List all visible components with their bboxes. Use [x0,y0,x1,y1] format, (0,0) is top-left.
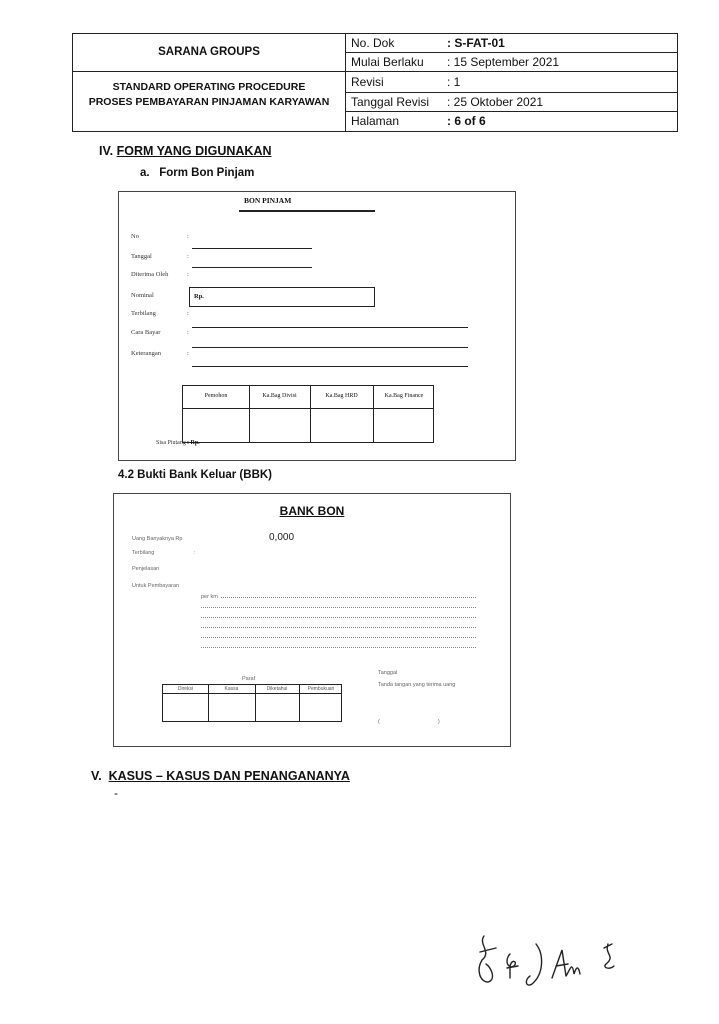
subsection-42-heading: 4.2 Bukti Bank Keluar (BBK) [118,469,273,481]
header-row-label: Mulai Berlaku [351,55,424,69]
field-colon: : [187,329,189,336]
paraf-header-pembukuan: Pembukuan [307,686,335,692]
header-row-halaman [345,112,677,131]
signature-bracket: ( ) [378,719,440,725]
paraf-header-direksi: Direksi [177,686,194,692]
section-title: KASUS – KASUS DAN PENANGANANYA [108,769,350,783]
section-5-body: - [114,786,118,800]
approval-header-kabag-divisi: Ka.Bag Divisi [262,393,297,399]
company-name: SARANA GROUPS [158,46,260,58]
header-row-label: Halaman [351,114,400,128]
handwritten-initials [474,930,644,990]
uang-banyaknya-label: Uang Banyaknya Rp [132,536,183,542]
terbilang-colon: : [194,550,196,556]
bank-bon-amount: 0,000 [269,532,295,543]
paraf-table [162,684,342,722]
section-title: FORM YANG DIGUNAKAN [116,144,272,158]
approval-table [182,385,434,443]
penjelasan-label: Penjelasan [132,566,160,572]
field-label-nominal: Nominal [131,292,154,299]
section-number: IV. [99,144,114,158]
untuk-pembayaran-label: Untuk Pembayaran [132,583,180,589]
header-row-value: : S-FAT-01 [447,36,505,50]
field-colon: : [187,271,189,278]
field-colon: : [187,350,189,357]
approval-header-kabag-hrd: Ka.Bag HRD [325,393,358,399]
bank-bon-form [113,493,511,747]
approval-header-pemohon: Pemohon [204,393,228,399]
terbilang-label: Terbilang [132,550,155,556]
initial-1 [479,936,492,982]
tanda-tangan-label: Tanda tangan yang terima uang [378,682,456,688]
nominal-prefix: Rp. [194,293,204,300]
bon-pinjam-form [118,191,516,461]
field-colon: : [187,253,189,260]
section-number: V. [91,769,102,783]
header-row-tanggal-revisi [345,93,677,112]
tanggal-label: Tanggal [378,670,398,676]
initial-3 [526,944,541,985]
field-line-cara-bayar [192,347,468,348]
section-4-heading [99,144,272,158]
approval-header-kabag-finance: Ka.Bag Finance [384,393,424,399]
per-km-label: per km [201,594,218,600]
header-row-value: : 6 of 6 [447,114,486,128]
document-header-table [72,33,678,132]
paraf-header-kassa: Kassa [224,686,239,692]
bank-bon-title-text: BANK BON [279,504,345,518]
field-colon: : [187,310,189,317]
field-label-keterangan: Keterangan [131,350,161,357]
header-row-value: : 15 September 2021 [447,55,560,69]
paraf-header-diketahui: Diketahui [266,686,288,692]
field-line-no [192,248,312,249]
sop-title-line2: PROSES PEMBAYARAN PINJAMAN KARYAWAN [88,96,330,108]
header-row-label: Revisi [351,75,384,89]
header-row-value: : 25 Oktober 2021 [447,95,544,109]
initial-5 [604,944,614,968]
field-line-keterangan [192,366,468,367]
subsection-title: Form Bon Pinjam [159,167,255,179]
sop-title [73,80,345,110]
nominal-box [189,287,375,307]
header-row-label: Tanggal Revisi [351,95,430,109]
sisa-piutang-label: Sisa Piutang [156,440,186,446]
sisa-piutang-value: : Rp. [187,440,200,446]
subsection-a-heading [140,167,254,179]
field-label-cara-bayar: Cara Bayar [131,329,161,336]
paraf-label: Paraf [242,676,256,682]
field-colon: : [187,233,189,240]
header-row-revisi [345,72,677,93]
bank-bon-title [114,504,510,518]
initial-4 [552,950,580,978]
header-row-no-dok [345,34,677,53]
field-label-terbilang: Terbilang [131,310,156,317]
field-label-no: No [131,233,139,240]
subsection-label: a. [140,167,150,179]
field-label-diterima-oleh: Diterima Oleh [131,271,169,278]
field-line-tanggal [192,267,312,268]
header-row-value: : 1 [447,75,461,89]
header-row-mulai-berlaku [345,53,677,72]
field-label-tanggal: Tanggal [131,253,152,260]
header-row-label: No. Dok [351,36,395,50]
bon-pinjam-title: BON PINJAM [244,196,292,205]
field-line-terbilang [192,327,468,328]
sop-title-line1: STANDARD OPERATING PROCEDURE [112,81,306,93]
section-5-heading [91,769,350,783]
